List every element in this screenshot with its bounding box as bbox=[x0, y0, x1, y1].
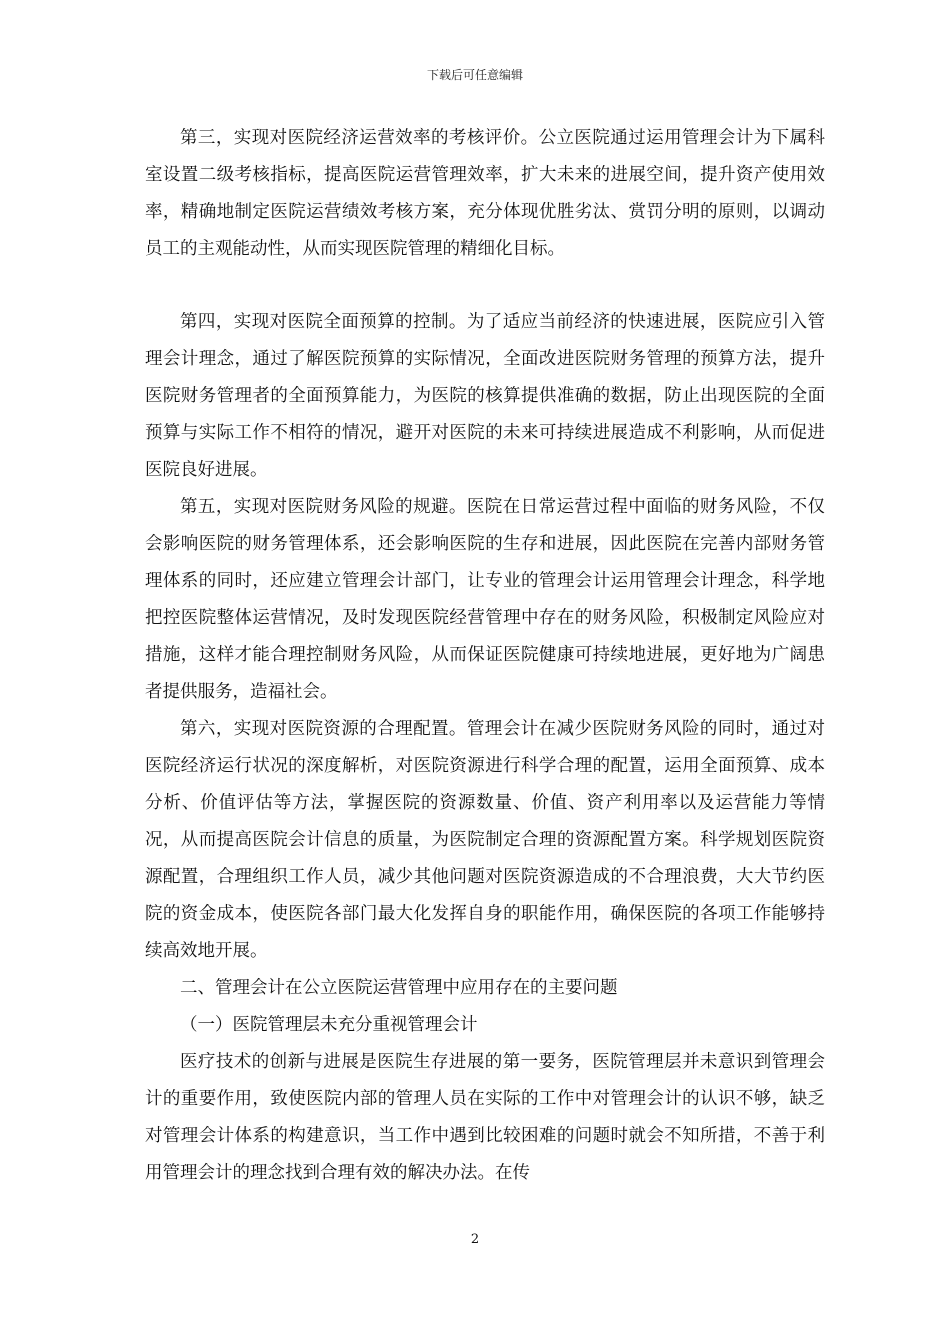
page-number: 2 bbox=[470, 1232, 480, 1247]
page-header: 下载后可任意编辑 bbox=[426, 68, 523, 82]
subsection-heading: （一）医院管理层未充分重视管理会计 bbox=[180, 1015, 478, 1035]
document-body bbox=[145, 120, 825, 1192]
paragraph-sixth: 第六，实现对医院资源的合理配置。管理会计在减少医院财务风险的同时，通过对医院经济运行状况的深度解析，对医院资源进行科学合理的配置，运用全面预算、成本分析、价值评估等方法，掌握医院的资源数量、价值、资产利用率以及运营能力等情况，从而提高医院会计信息的质量，为医院制定合理的资源配置方案。科学规划医院资源配置，合理组织工作人员，减少其他问题对医院资源造成的不合理浪费，大大节约医院的资金成本，使医院各部门最大化发挥自身的职能作用，确保医院的各项工作能够持续高效地开展。 bbox=[145, 719, 825, 961]
paragraph-gap bbox=[145, 268, 825, 304]
paragraph-problem-one: 医疗技术的创新与进展是医院生存进展的第一要务，医院管理层并未意识到管理会计的重要作用，致使医院内部的管理人员在实际的工作中对管理会计的认识不够，缺乏对管理会计体系的构建意识，当工作中遇到比较困难的问题时就会不知所措，不善于利用管理会计的理念找到合理有效的解决办法。在传 bbox=[145, 1052, 825, 1183]
section-heading: 二、管理会计在公立医院运营管理中应用存在的主要问题 bbox=[180, 978, 618, 998]
paragraph-fourth: 第四，实现对医院全面预算的控制。为了适应当前经济的快速进展，医院应引入管理会计理念，通过了解医院预算的实际情况，全面改进医院财务管理的预算方法，提升医院财务管理者的全面预算能力，为医院的核算提供准确的数据，防止出现医院的全面预算与实际工作不相符的情况，避开对医院的未来可持续进展造成不利影响，从而促进医院良好进展。 bbox=[145, 312, 825, 480]
paragraph-fifth: 第五，实现对医院财务风险的规避。医院在日常运营过程中面临的财务风险，不仅会影响医院的财务管理体系，还会影响医院的生存和进展，因此医院在完善内部财务管理体系的同时，还应建立管理会计部门，让专业的管理会计运用管理会计理念，科学地把控医院整体运营情况，及时发现医院经营管理中存在的财务风险，积极制定风险应对措施，这样才能合理控制财务风险，从而保证医院健康可持续地进展，更好地为广阔患者提供服务，造福社会。 bbox=[145, 497, 825, 702]
paragraph-third: 第三，实现对医院经济运营效率的考核评价。公立医院通过运用管理会计为下属科室设置二级考核指标，提高医院运营管理效率，扩大未来的进展空间，提升资产使用效率，精确地制定医院运营绩效考核方案，充分体现优胜劣汰、赏罚分明的原则，以调动员工的主观能动性，从而实现医院管理的精细化目标。 bbox=[145, 128, 825, 259]
